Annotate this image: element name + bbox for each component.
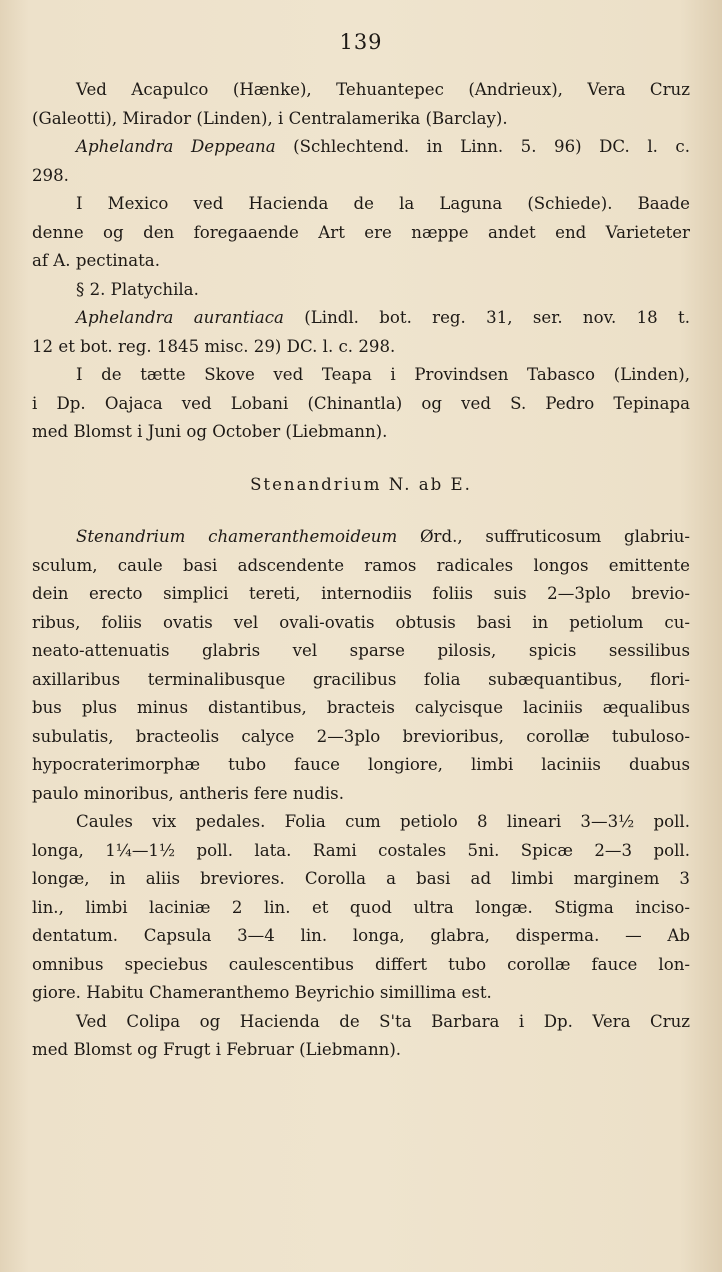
- paragraph-deppeana-locality: [32, 190, 690, 276]
- text-line: denne og den foregaaende Art ere næppe andet end Varieteter: [32, 222, 690, 242]
- text-line: med Blomst i Juni og October (Liebmann).: [32, 422, 388, 441]
- paragraph-aphelandra-deppeana: [32, 133, 690, 190]
- text-line: omnibus speciebus caulescentibus differt tubo corollæ fauce lon-: [32, 954, 690, 974]
- citation: (Lindl. bot. reg. 31, ser. nov. 18 t.: [283, 308, 690, 327]
- paragraph-aphelandra-aurantiaca: [32, 304, 690, 361]
- text-line: longæ, in aliis breviores. Corolla a basi ad limbi marginem 3: [32, 869, 690, 888]
- genus-heading: Stenandrium N. ab E.: [250, 474, 472, 494]
- text-line: axillaribus terminalibusque gracilibus folia subæquantibus, flori-: [32, 669, 690, 689]
- species-name: Aphelandra aurantiaca: [76, 308, 284, 327]
- paragraph-aurantiaca-locality: [32, 361, 690, 447]
- text-line: bus plus minus distantibus, bracteis calycisque laciniis æqualibus: [32, 698, 690, 717]
- text-line: med Blomst og Frugt i Februar (Liebmann).: [32, 1040, 402, 1059]
- text-line: af A. pectinata.: [32, 251, 160, 270]
- text-line: [32, 133, 690, 162]
- section-heading: § 2. Platychila.: [76, 279, 199, 299]
- text-line: [32, 304, 690, 333]
- text-line: (Galeotti), Mirador (Linden), i Centralamerika (Barclay).: [32, 108, 508, 128]
- section-platychila: [32, 276, 690, 305]
- text-line: dentatum. Capsula 3—4 lin. longa, glabra, disperma. — Ab: [32, 926, 690, 945]
- paragraph-stenandrium-description: [32, 523, 690, 808]
- text-line: sculum, caule basi adscendente ramos radicales longos emittente: [32, 555, 690, 575]
- text-line: Ved Acapulco (Hænke), Tehuantepec (Andrieux), Vera Cruz: [76, 80, 690, 99]
- text-line: i Dp. Oajaca ved Lobani (Chinantla) og ved S. Pedro Tepinapa: [32, 393, 690, 413]
- paragraph-stenandrium-measurements: [32, 808, 690, 1008]
- page-text: [32, 76, 690, 1065]
- text-line: 12 et bot. reg. 1845 misc. 29) DC. l. c. 298.: [32, 336, 396, 356]
- text-line: dein erecto simplici tereti, internodiis foliis suis 2—3plo brevio-: [32, 584, 690, 603]
- text-line: Ved Colipa og Hacienda de S'ta Barbara i Dp. Vera Cruz: [76, 1011, 690, 1031]
- paragraph-stenandrium-locality: [32, 1008, 690, 1065]
- text-line: I de tætte Skove ved Teapa i Provindsen Tabasco (Linden),: [76, 365, 690, 384]
- text-line: 298.: [32, 165, 69, 185]
- text-line: subulatis, bracteolis calyce 2—3plo brevioribus, corollæ tubuloso-: [32, 726, 690, 746]
- text-line: neato-attenuatis glabris vel sparse pilosis, spicis sessilibus: [32, 641, 690, 660]
- page-number: 139: [339, 30, 383, 54]
- text-line: paulo minoribus, antheris fere nudis.: [32, 783, 344, 803]
- text-line: [32, 523, 690, 552]
- citation: (Schlechtend. in Linn. 5. 96) DC. l. c.: [275, 137, 690, 156]
- paragraph-localities: [32, 76, 690, 133]
- description-start: Ørd., suffruticosum glabriu-: [397, 527, 690, 546]
- text-line: hypocraterimorphæ tubo fauce longiore, limbi laciniis duabus: [32, 755, 690, 774]
- text-line: I Mexico ved Hacienda de la Laguna (Schiede). Baade: [76, 194, 690, 213]
- spacer: [32, 447, 690, 471]
- text-line: lin., limbi laciniæ 2 lin. et quod ultra longæ. Stigma inciso-: [32, 897, 690, 917]
- spacer: [32, 499, 690, 523]
- species-name: Stenandrium chameranthemoideum: [76, 527, 398, 546]
- text-line: ribus, foliis ovatis vel ovali-ovatis obtusis basi in petiolum cu-: [32, 612, 690, 632]
- text-line: giore. Habitu Chameranthemo Beyrichio simillima est.: [32, 983, 492, 1002]
- text-line: longa, 1¼—1½ poll. lata. Rami costales 5ni. Spicæ 2—3 poll.: [32, 840, 690, 860]
- text-line: Caules vix pedales. Folia cum petiolo 8 lineari 3—3½ poll.: [76, 812, 690, 831]
- species-name: Aphelandra Deppeana: [76, 137, 276, 156]
